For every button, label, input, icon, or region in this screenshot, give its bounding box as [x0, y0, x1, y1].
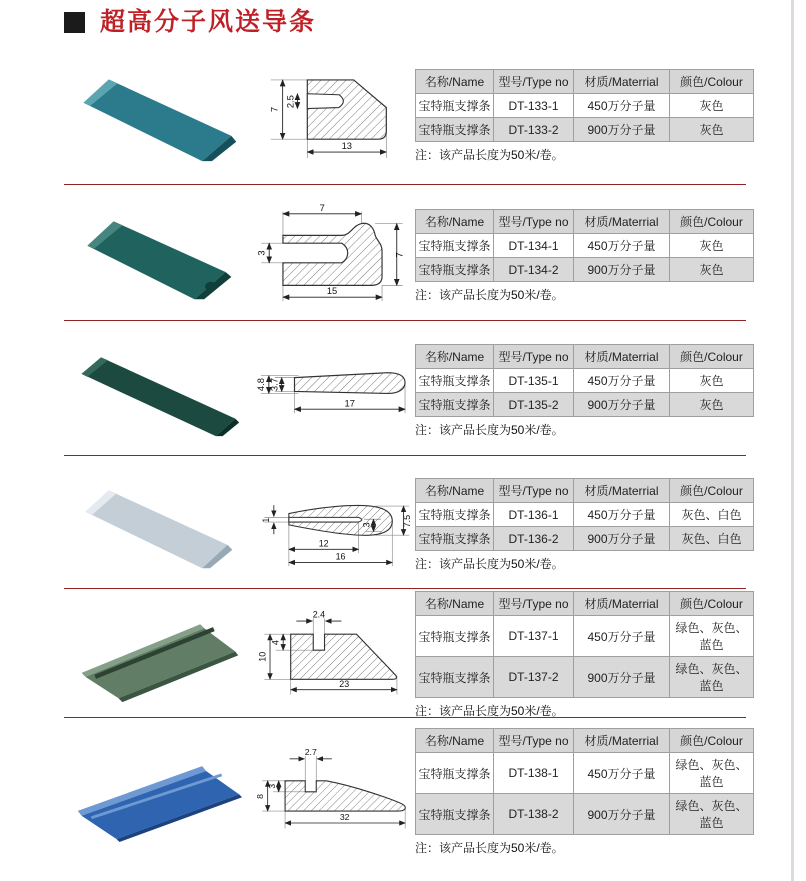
product-section-dt-135: [58, 329, 750, 453]
column-header-material: 材质/Materrial: [574, 345, 670, 369]
section-divider: [64, 717, 746, 718]
cross-section-diagram: [253, 476, 415, 575]
diagram-drawing: [253, 202, 411, 305]
cell-type: DT-135-1: [494, 369, 574, 393]
cell-name: 宝特瓶支撑条: [416, 369, 494, 393]
cell-name: 宝特瓶支撑条: [416, 258, 494, 282]
cell-material: 450万分子量: [574, 503, 670, 527]
cross-section-diagram: [253, 744, 415, 841]
cell-colour: 灰色: [670, 94, 754, 118]
page-edge-rule: [791, 0, 794, 881]
spec-table: [415, 591, 754, 698]
section-divider: [64, 455, 746, 456]
table-row: [416, 94, 754, 118]
spec-table: [415, 728, 754, 835]
cell-type: DT-133-1: [494, 94, 574, 118]
page-header: [64, 10, 316, 35]
cell-colour: 灰色: [670, 258, 754, 282]
product-photo-image: [58, 60, 253, 167]
cell-colour: 灰色、白色: [670, 527, 754, 551]
profile-body: [295, 372, 406, 393]
column-header-colour: 颜色/Colour: [670, 210, 754, 234]
cell-type: DT-138-1: [494, 753, 574, 794]
cell-colour: 灰色: [670, 118, 754, 142]
dim-label-outer: 4.8: [255, 377, 266, 391]
cell-material: 450万分子量: [574, 94, 670, 118]
dim-label-right: 7.5: [402, 514, 413, 527]
cell-type: DT-138-2: [494, 794, 574, 835]
length-note: 注：该产品长度为50米/卷。: [415, 841, 564, 855]
table-header-row: [416, 729, 754, 753]
cell-material: 900万分子量: [574, 527, 670, 551]
table-header-row: [416, 70, 754, 94]
section-divider: [64, 320, 746, 321]
table-row: [416, 794, 754, 835]
product-section-dt-136: [58, 463, 750, 587]
cell-material: 450万分子量: [574, 234, 670, 258]
column-header-type: 型号/Type no: [494, 70, 574, 94]
cell-material: 900万分子量: [574, 258, 670, 282]
profile-body: [285, 780, 405, 810]
dim-label-slot-width: 2.7: [304, 746, 317, 757]
table-row: [416, 258, 754, 282]
spec-block: [415, 728, 754, 856]
cross-section-diagram: [253, 64, 415, 168]
cell-type: DT-136-2: [494, 527, 574, 551]
profile-slot: [289, 517, 362, 522]
column-header-material: 材质/Materrial: [574, 592, 670, 616]
table-row: [416, 234, 754, 258]
cell-colour: 绿色、灰色、蓝色: [670, 657, 754, 698]
cell-type: DT-136-1: [494, 503, 574, 527]
cell-type: DT-134-1: [494, 234, 574, 258]
product-section-dt-133: [58, 52, 750, 180]
cell-colour: 绿色、灰色、蓝色: [670, 616, 754, 657]
strip-main-face: [82, 357, 236, 436]
cell-type: DT-135-2: [494, 393, 574, 417]
spec-block: [415, 344, 754, 438]
table-row: [416, 118, 754, 142]
product-photo-image: [58, 469, 253, 576]
dim-label-width: 16: [335, 551, 346, 562]
spec-table: [415, 209, 754, 282]
cell-type: DT-137-1: [494, 616, 574, 657]
column-header-name: 名称/Name: [416, 592, 494, 616]
spec-block: [415, 591, 754, 719]
cell-name: 宝特瓶支撑条: [416, 657, 494, 698]
section-divider: [64, 588, 746, 589]
dim-label-slot-depth: 4: [270, 639, 281, 645]
length-note: 注：该产品长度为50米/卷。: [415, 557, 564, 571]
dim-label-width: 13: [341, 141, 353, 152]
dim-label-width: 15: [326, 286, 338, 297]
cell-material: 900万分子量: [574, 794, 670, 835]
column-header-colour: 颜色/Colour: [670, 592, 754, 616]
length-note: 注：该产品长度为50米/卷。: [415, 423, 564, 437]
product-photo-image: [58, 599, 253, 706]
column-header-name: 名称/Name: [416, 70, 494, 94]
dim-label-left: 1: [261, 517, 272, 523]
cell-material: 450万分子量: [574, 616, 670, 657]
diagram-drawing: [253, 744, 418, 836]
column-header-name: 名称/Name: [416, 345, 494, 369]
title-bullet-square-icon: [64, 12, 85, 33]
column-header-type: 型号/Type no: [494, 479, 574, 503]
cell-name: 宝特瓶支撑条: [416, 234, 494, 258]
strip-main-face: [85, 490, 227, 568]
dim-label-right: 7: [394, 252, 405, 258]
product-photo-image: [58, 736, 253, 843]
length-note: 注：该产品长度为50米/卷。: [415, 704, 564, 718]
spec-block: [415, 209, 754, 303]
cell-type: DT-137-2: [494, 657, 574, 698]
product-section-dt-137: [58, 596, 750, 718]
cell-colour: 灰色: [670, 393, 754, 417]
cell-colour: 绿色、灰色、蓝色: [670, 794, 754, 835]
table-row: [416, 657, 754, 698]
cell-colour: 灰色、白色: [670, 503, 754, 527]
spec-block: [415, 69, 754, 163]
dim-label-height: 8: [255, 793, 266, 799]
column-header-colour: 颜色/Colour: [670, 70, 754, 94]
dim-label-height: 7: [269, 106, 280, 113]
column-header-colour: 颜色/Colour: [670, 479, 754, 503]
column-header-material: 材质/Materrial: [574, 479, 670, 503]
column-header-material: 材质/Materrial: [574, 210, 670, 234]
cell-name: 宝特瓶支撑条: [416, 527, 494, 551]
cell-name: 宝特瓶支撑条: [416, 393, 494, 417]
product-photo: [58, 736, 253, 848]
cell-colour: 绿色、灰色、蓝色: [670, 753, 754, 794]
spec-table: [415, 69, 754, 142]
cell-name: 宝特瓶支撑条: [416, 794, 494, 835]
cross-section-diagram: [253, 202, 415, 310]
dim-label-width-inner: 12: [318, 538, 329, 548]
column-header-type: 型号/Type no: [494, 345, 574, 369]
cell-colour: 灰色: [670, 369, 754, 393]
cell-material: 450万分子量: [574, 369, 670, 393]
cell-type: DT-134-2: [494, 258, 574, 282]
product-photo: [58, 200, 253, 312]
length-note: 注：该产品长度为50米/卷。: [415, 288, 564, 302]
table-row: [416, 753, 754, 794]
product-photo: [58, 60, 253, 172]
table-row: [416, 503, 754, 527]
spec-table: [415, 478, 754, 551]
column-header-type: 型号/Type no: [494, 210, 574, 234]
column-header-material: 材质/Materrial: [574, 729, 670, 753]
spec-block: [415, 478, 754, 572]
cross-section-diagram: [253, 352, 415, 431]
table-row: [416, 616, 754, 657]
dim-label-width: 17: [344, 397, 355, 408]
cell-colour: 灰色: [670, 234, 754, 258]
cell-material: 450万分子量: [574, 753, 670, 794]
profile-body: [291, 634, 397, 679]
product-photo-image: [58, 200, 253, 307]
dim-label-width: 32: [339, 811, 350, 822]
dim-label-slot-depth: 3: [267, 783, 277, 789]
spec-table: [415, 344, 754, 417]
page-title: 超高分子风送导条: [100, 8, 317, 36]
diagram-drawing: [253, 476, 415, 570]
column-header-name: 名称/Name: [416, 729, 494, 753]
table-row: [416, 393, 754, 417]
section-divider: [64, 184, 746, 185]
cell-type: DT-133-2: [494, 118, 574, 142]
column-header-type: 型号/Type no: [494, 729, 574, 753]
dim-label-height: 10: [257, 651, 268, 662]
table-row: [416, 527, 754, 551]
column-header-name: 名称/Name: [416, 479, 494, 503]
dim-label-slot: 2.5: [285, 95, 296, 109]
table-header-row: [416, 592, 754, 616]
dim-label-slot-width: 2.4: [312, 608, 326, 619]
length-note: 注：该产品长度为50米/卷。: [415, 148, 564, 162]
column-header-colour: 颜色/Colour: [670, 729, 754, 753]
cell-name: 宝特瓶支撑条: [416, 94, 494, 118]
column-header-colour: 颜色/Colour: [670, 345, 754, 369]
column-header-material: 材质/Materrial: [574, 70, 670, 94]
dim-label-inner: 3.7: [269, 377, 280, 391]
column-header-name: 名称/Name: [416, 210, 494, 234]
product-section-dt-134: [58, 194, 750, 318]
cross-section-diagram: [253, 606, 415, 705]
dim-label-width: 23: [339, 678, 350, 689]
table-row: [416, 369, 754, 393]
profile-slot: [307, 94, 343, 109]
product-photo-image: [58, 335, 253, 442]
dim-label-inner: 3: [361, 521, 372, 527]
diagram-drawing: [253, 64, 411, 163]
cell-name: 宝特瓶支撑条: [416, 753, 494, 794]
product-photo: [58, 599, 253, 711]
product-photo: [58, 469, 253, 581]
table-header-row: [416, 479, 754, 503]
column-header-type: 型号/Type no: [494, 592, 574, 616]
cell-material: 900万分子量: [574, 657, 670, 698]
cell-material: 900万分子量: [574, 393, 670, 417]
cell-name: 宝特瓶支撑条: [416, 503, 494, 527]
cell-material: 900万分子量: [574, 118, 670, 142]
profile-body: [283, 223, 382, 285]
cell-name: 宝特瓶支撑条: [416, 118, 494, 142]
diagram-drawing: [253, 352, 411, 426]
strip-end-channel: [205, 282, 217, 292]
cell-name: 宝特瓶支撑条: [416, 616, 494, 657]
profile-body: [307, 80, 386, 139]
dim-label-top: 7: [319, 202, 325, 213]
diagram-drawing: [253, 606, 413, 700]
table-header-row: [416, 345, 754, 369]
product-section-dt-138: [58, 727, 750, 857]
product-photo: [58, 335, 253, 447]
table-header-row: [416, 210, 754, 234]
dim-label-left: 3: [256, 250, 267, 256]
